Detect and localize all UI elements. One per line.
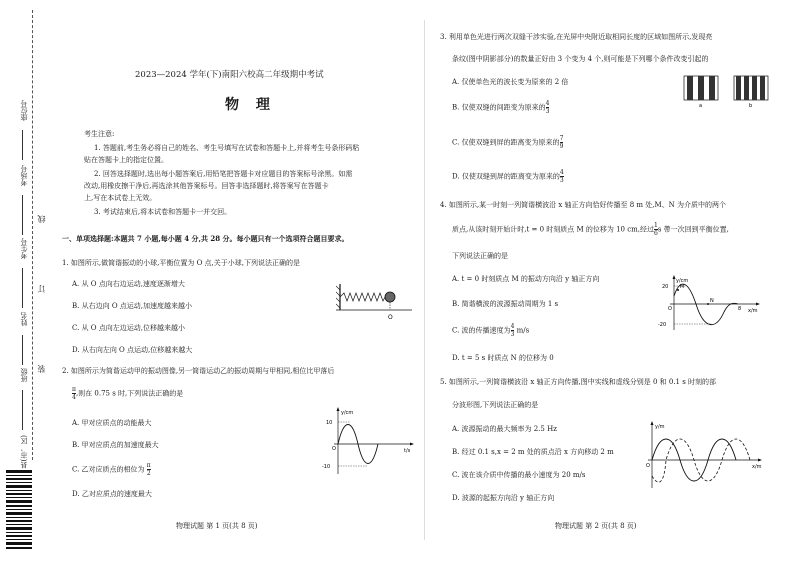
q5-graph-ylabel: y/m [655,424,665,430]
q2-graph-ylabel: y/cm [341,410,354,416]
q4-option-d: D. t = 5 s 时质点 N 的位移为 0 [452,354,554,362]
q1-option-d: D. 从右向左向 O 点运动,位移越来越大 [72,346,193,354]
q5-graph-origin: O [646,463,650,469]
q4-graph-xlabel: x/m [748,308,758,314]
q3-option-a: A. 仅使单色光的波长变为原来的 2 倍 [452,78,569,86]
notice-line-4: 改动,用橡皮擦干净后,再选涂其他答案标号。回答非选择题时,将答案写在答题卡 [84,182,329,190]
q4-graph-n-label: N [710,298,714,304]
q3-option-b: B. 仅使双缝的间距变为原来的 $\frac{4}{3}$ [452,100,550,115]
exam-no-line [22,268,23,308]
q1-option-b: B. 从右边向 O 点运动,加速度越来越小 [72,302,193,310]
name-line [22,335,23,365]
class-line [22,390,23,430]
q1-spring-figure [336,282,416,322]
q3-stem-line-2: 条纹(图中阴影部分)的数量正好由 3 个变为 4 个,则可能是下列哪个条件改变引起的 [452,55,709,63]
notice-line-3: 2. 回答选择题时,选出每小题答案后,用铅笔把答题卡对应题目的答案标号涂黑。如需 [94,170,353,178]
q1-option-c: C. 从 O 点向左边运动,位移越来越小 [72,324,185,332]
q4-graph-m-label: M [680,284,685,290]
line-char: 线 [37,215,46,223]
q4-option-b: B. 简谐横波的波源振动周期为 1 s [452,300,559,308]
q2-option-a: A. 甲对应质点的动能最大 [72,419,152,427]
q5-graph-xlabel: x/m [752,464,762,470]
q3-option-d: D. 仅使双缝到屏的距离变为原来的 $\frac{4}{3}$ [452,169,564,184]
q2-stem-fraction: $\frac{\pi}{4}$ [72,386,76,401]
exam-no-label: 考生号 [20,238,28,259]
q2-option-d: D. 乙对应质点的速度最大 [72,490,152,498]
q2-stem-line-2: $\frac{\pi}{4}$ ,则在 0.75 s 时,下列说法正确的是 [72,386,184,401]
q2-stem-line-1: 2. 如图所示为简谐运动甲的振动图像,另一简谐运动乙的振动周期与甲相同,相位比甲落后 [62,367,335,375]
ding-char: 订 [37,285,46,293]
binding-strip [0,0,46,561]
seat-no-line [22,130,23,160]
q3-fringe-figure [680,74,776,108]
q5-stem-line-1: 5. 如图所示,一列简谐横波沿 x 轴正方向传播,图中实线和虚线分别是 0 和 0.1 s 时刻的部 [440,378,717,386]
q3-fig-label-b: b [749,103,753,108]
notice-line-5: 上,写在本试卷上无效。 [84,194,157,202]
county-label: 县(市、区) [20,435,28,469]
q1-stem: 1. 如图所示,做简谐振动的小球,平衡位置为 O 点,关于小球,下列说法正确的是 [62,259,300,267]
q4-wave-graph [654,274,764,334]
q4-graph-ypos: 20 [662,284,669,290]
q4-graph-origin: O [668,306,672,312]
page-divider [424,20,425,540]
q4-option-c: C. 波的传播速度为 $\frac{4}{3}$ m/s [452,323,530,338]
q4-graph-yneg: -20 [658,322,667,328]
footer-page-1: 物理试题 第 1 页(共 8 页) [176,522,258,530]
subject-title: 物 理 [225,97,276,113]
notice-line-1: 1. 答题前,考生务必将自己的姓名、考生号填写在试卷和答题卡上,并将考生号条形码粘 [94,144,360,152]
q2-option-b: B. 甲对应质点的加速度最大 [72,441,159,449]
q3-option-c: C. 仅使双缝到屏的距离变为原来的 $\frac{7}{9}$ [452,135,564,150]
q2-graph-yneg: -10 [322,464,331,470]
exam-title: 2023—2024 学年(下)南阳六校高二年级期中考试 [135,70,324,80]
class-label: 班级 [20,368,28,382]
exam-room-label: 考场号 [20,165,28,186]
q5-option-b: B. 经过 0.1 s,x = 2 m 处的质点沿 x 方向移动 2 m [452,448,614,456]
exam-room-line [22,195,23,235]
q5-option-c: C. 波在该介质中传播的最小速度为 20 m/s [452,471,586,479]
q5-option-d: D. 波源的起振方向沿 y 轴正方向 [452,494,555,502]
q5-option-a: A. 波源振动的最大频率为 2.5 Hz [452,425,557,433]
q4-graph-ylabel: y/cm [676,278,689,284]
footer-page-2: 物理试题 第 2 页(共 8 页) [555,522,637,530]
q2-graph-xlabel: t/s [404,448,411,454]
binding-dashed-line [32,10,33,460]
seat-no-label: 座位号 [20,100,28,121]
section-1-heading: 一、单项选择题:本题共 7 小题,每小题 4 分,共 28 分。每小题只有一个选项符合题目要求。 [62,234,349,243]
q4-stem-line-3: 下列说法正确的是 [452,252,508,260]
zhuang-char: 装 [37,365,46,373]
barcode-image [6,470,32,550]
name-label: 姓名 [20,312,28,326]
notice-line-6: 3. 考试结束后,将本试卷和答题卡一并交回。 [94,208,232,216]
q5-wave-graph [644,420,766,492]
q1-origin-label: O [388,314,393,321]
q2-graph-origin: O [332,446,336,452]
q4-option-a: A. t = 0 时刻质点 M 的振动方向沿 y 轴正方向 [452,275,600,283]
q2-graph-ypos: 10 [326,420,333,426]
notice-title: 考生注意: [84,130,115,138]
q4-graph-xtick: 8 [738,306,742,312]
q1-option-a: A. 从 O 点向右边运动,速度逐渐增大 [72,280,185,288]
q3-stem-line-1: 3. 利用单色光进行两次双缝干涉实验,在光屏中央附近取相同长度的区域如图所示,发现亮 [440,33,713,41]
q2-option-c: C. 乙对应质点的相位为 $\frac{\pi}{2}$ [72,462,151,477]
q4-stem-line-1: 4. 如图所示,某一时刻一列简谐横波沿 x 轴正方向恰好传播至 8 m 处,M、N 为介质中的两个 [440,201,727,209]
notice-line-2: 贴在答题卡上的指定位置。 [84,156,168,164]
q3-fig-label-a: a [699,103,703,108]
q5-stem-line-2: 分波形图,下列说法正确的是 [452,401,539,409]
q2-oscillation-graph [320,406,420,480]
q4-stem-line-2: 质点,从该时刻开始计时,t = 0 时刻质点 M 的位移为 10 cm,经过 $\frac{1}{6}$ s 帶一次回到平衡位置, [452,222,729,237]
